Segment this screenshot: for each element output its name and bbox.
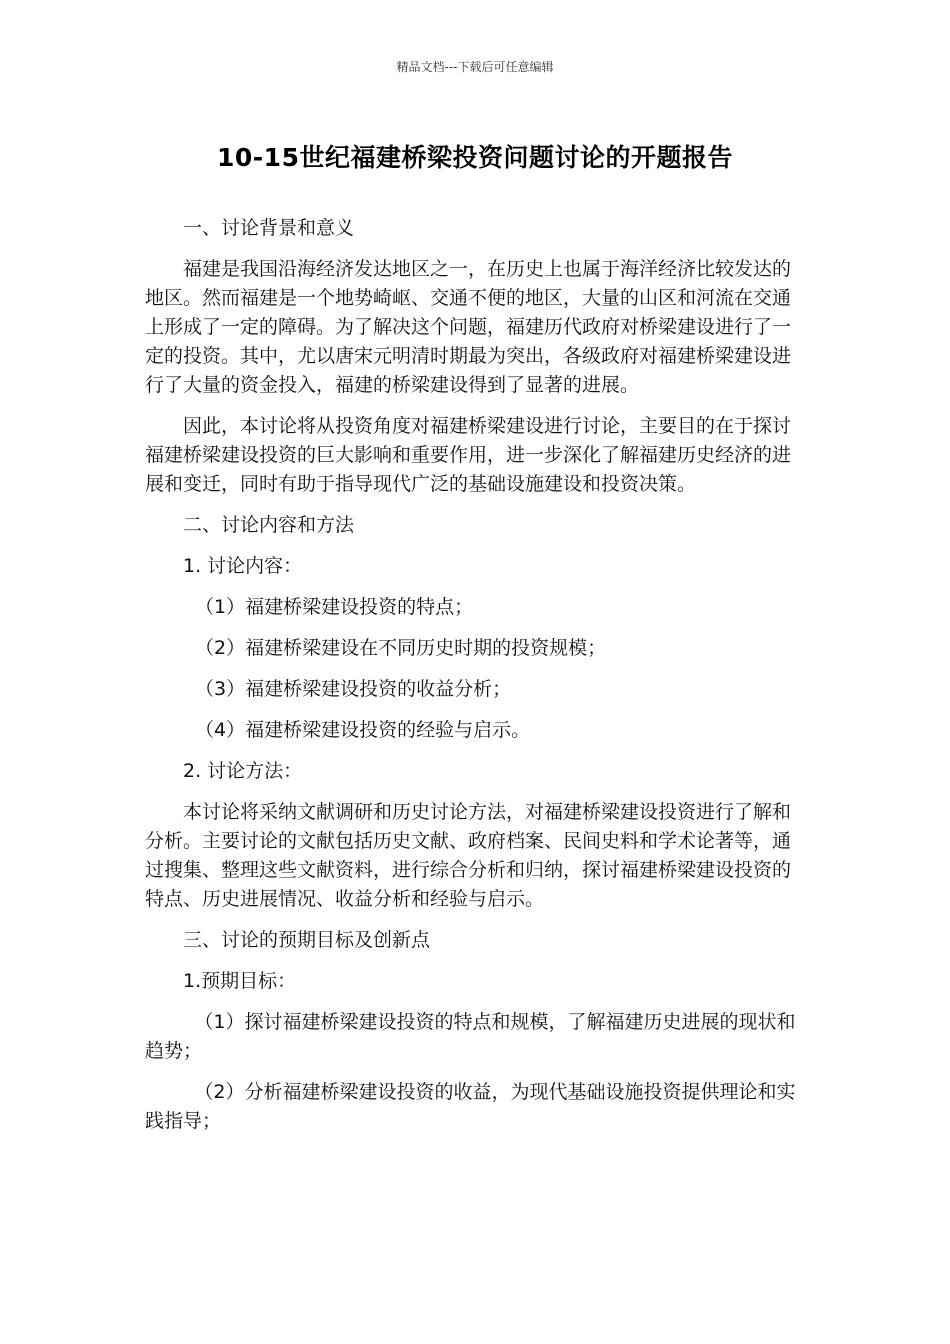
subheading-content: 1. 讨论内容： [183, 555, 303, 577]
section-heading-content-method: 二、讨论内容和方法 [183, 514, 355, 536]
list-item: （2）分析福建桥梁建设投资的收益，为现代基础设施投资提供理论和实践指导； [145, 1081, 796, 1132]
document-body [145, 214, 805, 1148]
list-item: （1）福建桥梁建设投资的特点； [195, 596, 474, 618]
paragraph-background: 福建是我国沿海经济发达地区之一，在历史上也属于海洋经济比较发达的地区。然而福建是一个地势崎岖、交通不便的地区，大量的山区和河流在交通上形成了一定的障碍。为了解决这个问题，福建历代政府对桥梁建设进行了一定的投资。其中，尤以唐宋元明清时期最为突出，各级政府对福建桥梁建设进行了大量的资金投入，福建的桥梁建设得到了显著的进展。 [145, 258, 792, 396]
subheading-goals: 1.预期目标： [183, 970, 297, 992]
subheading-method: 2. 讨论方法： [183, 760, 303, 782]
list-item: （1）探讨福建桥梁建设投资的特点和规模，了解福建历史进展的现状和趋势； [145, 1011, 796, 1062]
page-header-note: 精品文档---下载后可任意编辑 [396, 60, 554, 74]
document-title: 10-15世纪福建桥梁投资问题讨论的开题报告 [217, 143, 733, 172]
section-heading-background: 一、讨论背景和意义 [183, 217, 355, 239]
paragraph-purpose: 因此，本讨论将从投资角度对福建桥梁建设进行讨论，主要目的在于探讨福建桥梁建设投资的巨大影响和重要作用，进一步深化了解福建历史经济的进展和变迁，同时有助于指导现代广泛的基础设施建设和投资决策。 [145, 415, 792, 495]
list-item: （3）福建桥梁建设投资的收益分析； [195, 678, 512, 700]
list-item: （4）福建桥梁建设投资的经验与启示。 [195, 719, 531, 741]
list-item: （2）福建桥梁建设在不同历史时期的投资规模； [195, 637, 607, 659]
section-heading-goals: 三、讨论的预期目标及创新点 [183, 929, 431, 951]
paragraph-method: 本讨论将采纳文献调研和历史讨论方法，对福建桥梁建设投资进行了解和分析。主要讨论的文献包括历史文献、政府档案、民间史料和学术论著等，通过搜集、整理这些文献资料，进行综合分析和归纳，探讨福建桥梁建设投资的特点、历史进展情况、收益分析和经验与启示。 [145, 801, 792, 910]
